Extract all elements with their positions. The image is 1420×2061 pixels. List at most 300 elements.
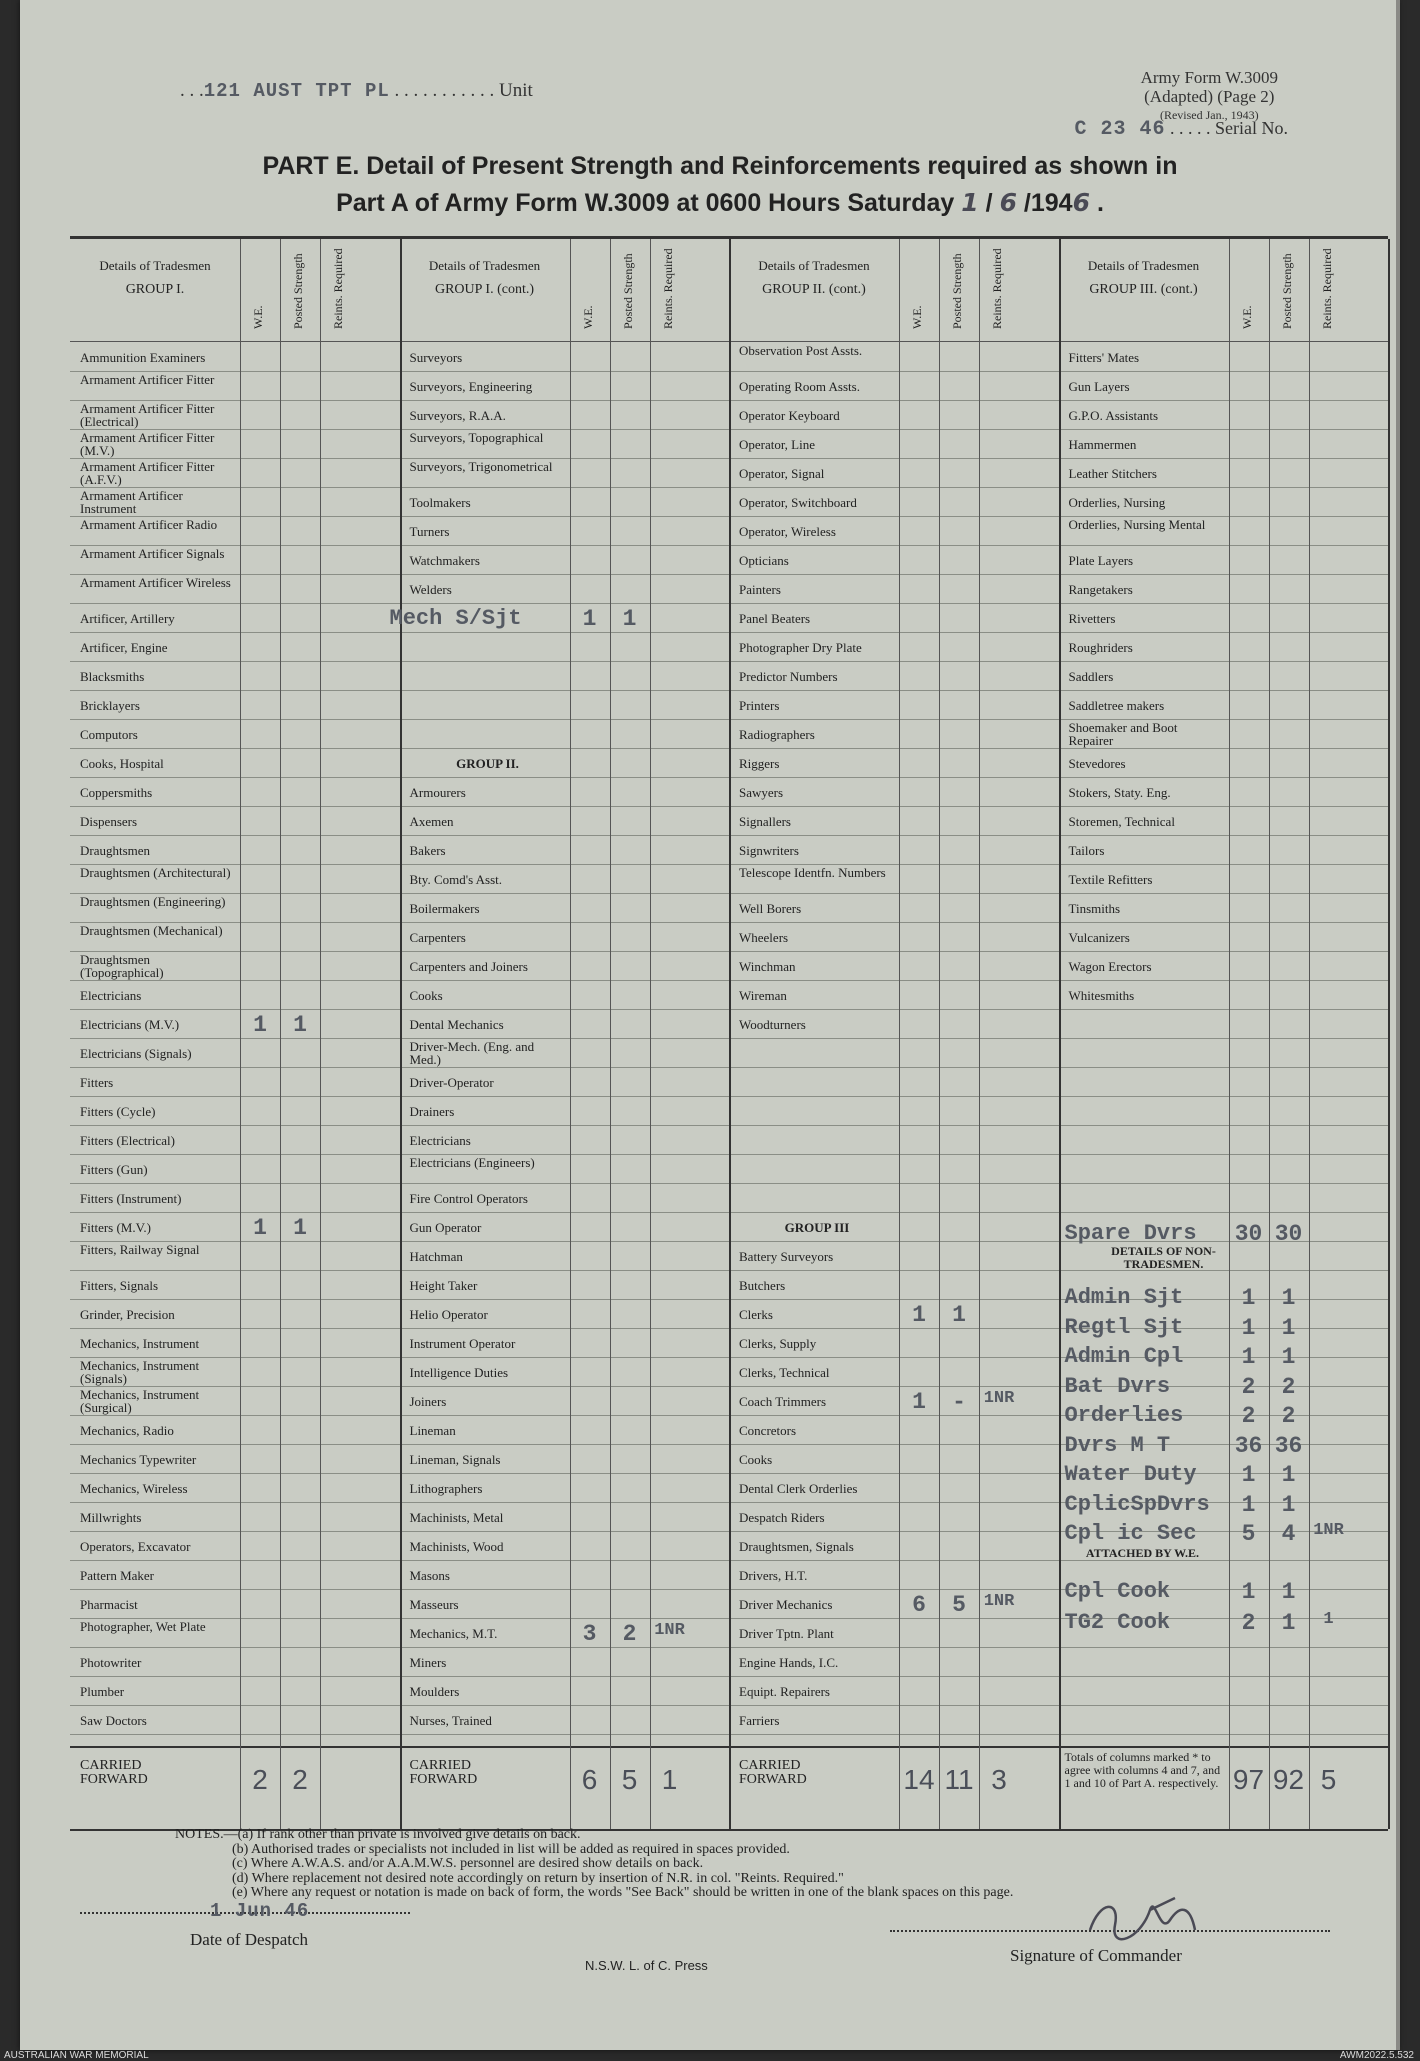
typed-we: 6 (912, 1592, 926, 1618)
typed-posted: 1 (293, 1012, 307, 1038)
row-rule (729, 1125, 1059, 1126)
row-rule (729, 980, 1059, 981)
row-rule (400, 1444, 730, 1445)
trade-name: Fitters (Electrical) (80, 1133, 175, 1148)
row-rule (400, 719, 730, 720)
date-month: 6 (999, 188, 1017, 217)
column-header-we: W.E. (1239, 305, 1254, 329)
non-tradesman-label: Cpl Cook (1064, 1579, 1171, 1604)
row-rule (1059, 1009, 1389, 1010)
serial-typed: C 23 46 (1074, 118, 1166, 141)
row-rule (400, 1560, 730, 1561)
row-rule (729, 1473, 1059, 1474)
row-rule (729, 1705, 1059, 1706)
row-rule (400, 574, 730, 575)
row-rule (729, 516, 1059, 517)
trade-name: Mechanics Typewriter (80, 1452, 197, 1467)
signature-label: Signature of Commander (1010, 1946, 1182, 1965)
row-rule (70, 1009, 400, 1010)
column-header-reints: Reints. Required (660, 248, 675, 329)
trade-name: Drainers (409, 1104, 455, 1119)
non-tradesman-label: Bat Dvrs (1064, 1373, 1171, 1399)
column-rule (1388, 239, 1390, 1829)
press-imprint: N.S.W. L. of C. Press (585, 1958, 708, 1973)
row-rule (400, 1299, 730, 1300)
column-rule (320, 239, 321, 1829)
notes (175, 1828, 1013, 1901)
trade-name: Fitters (Instrument) (80, 1191, 182, 1206)
row-rule (729, 1502, 1059, 1503)
trade-name: Mechanics, M.T. (409, 1626, 498, 1641)
row-rule (400, 1386, 730, 1387)
row-rule (400, 1502, 730, 1503)
row-rule (70, 719, 400, 720)
trade-name: Mechanics, Radio (80, 1423, 174, 1438)
trade-name: Driver Mechanics (739, 1597, 833, 1612)
row-rule (70, 1415, 400, 1416)
column-rule (939, 239, 940, 1829)
row-rule (729, 603, 1059, 604)
trade-name: Fitters (Cycle) (80, 1104, 156, 1119)
row-rule (729, 1096, 1059, 1097)
non-tradesman-we: 1 (1241, 1285, 1256, 1311)
typed-we: 1 (582, 606, 597, 632)
trade-name: Bakers (409, 843, 446, 858)
trade-name: Leather Stitchers (1068, 466, 1157, 481)
trade-name: Helio Operator (409, 1307, 488, 1322)
date-day: 1 (961, 188, 979, 217)
row-rule (1059, 806, 1389, 807)
non-tradesman-posted: 1 (1281, 1579, 1296, 1605)
trade-name: Orderlies, Nursing (1068, 495, 1166, 510)
trade-name: Armament Artificer Fitter (Electrical) (80, 401, 215, 429)
trade-name: Masseurs (409, 1597, 459, 1612)
details-non-tradesmen-heading: DETAILS OF NON-TRADESMEN. (1111, 1244, 1216, 1271)
row-rule (400, 1183, 730, 1184)
form-sheet (20, 0, 1398, 2050)
trade-name: Coppersmiths (80, 785, 153, 800)
row-rule (70, 980, 400, 981)
serial-line: C 23 46 . . . . . Serial No. (1074, 118, 1288, 141)
trade-name: Fitters' Mates (1068, 350, 1140, 365)
row-rule (729, 719, 1059, 720)
row-rule (400, 603, 730, 604)
non-tradesman-posted: 1 (1281, 1314, 1296, 1341)
trade-name: Instrument Operator (409, 1336, 516, 1351)
trade-name: Armament Artificer Fitter (A.F.V.) (80, 459, 215, 487)
trade-name: Clerks, Supply (739, 1336, 817, 1351)
non-tradesman-posted: 1 (1281, 1344, 1296, 1370)
group-label: GROUP II. (cont.) (762, 282, 866, 297)
row-rule (729, 1183, 1059, 1184)
row-rule (70, 1734, 400, 1735)
row-rule (729, 1212, 1059, 1213)
non-tradesman-posted: 1 (1281, 1610, 1296, 1636)
trade-name: Battery Surveyors (739, 1249, 834, 1264)
row-rule (1059, 371, 1389, 372)
typed-trade-label: Mech S/Sjt (389, 606, 522, 631)
row-rule (70, 1589, 400, 1590)
trade-name: Tailors (1068, 843, 1105, 858)
row-rule (70, 1067, 400, 1068)
row-rule (400, 864, 730, 865)
details-label: Details of Tradesmen (1087, 258, 1200, 273)
row-rule (729, 400, 1059, 401)
trade-name: Wireman (739, 988, 787, 1003)
row-rule (729, 951, 1059, 952)
trade-name: Bty. Comd's Asst. (409, 872, 503, 887)
trade-name: Driver Tptn. Plant (739, 1626, 834, 1641)
trade-name: Sawyers (739, 785, 784, 800)
row-rule (400, 1705, 730, 1706)
row-rule (400, 1270, 730, 1271)
trade-name: Operator, Line (739, 437, 816, 452)
non-tradesman-we: 30 (1234, 1221, 1263, 1247)
trade-name: Electricians (409, 1133, 471, 1148)
trade-name: Welders (409, 582, 452, 597)
trade-name: Electricians (Engineers) (409, 1155, 535, 1170)
trade-name: Fitters, Railway Signal (80, 1242, 200, 1257)
title-line-2: Part A of Army Form W.3009 at 0600 Hours Saturday 1 / 6 /1946 . (336, 188, 1104, 217)
row-rule (729, 1589, 1059, 1590)
form-reference (1141, 68, 1278, 125)
trade-name: Grinder, Precision (80, 1307, 175, 1322)
row-rule (1059, 574, 1389, 575)
trade-name: Painters (739, 582, 781, 597)
row-rule (400, 516, 730, 517)
trade-name: Electricians (80, 988, 142, 1003)
trade-name: Dental Mechanics (409, 1017, 504, 1032)
trade-name: Butchers (739, 1278, 786, 1293)
column-rule (729, 239, 731, 1829)
row-rule (70, 1125, 400, 1126)
trade-name: Operating Room Assts. (739, 379, 860, 394)
row-rule (729, 1734, 1059, 1735)
carried-forward-reints: 3 (991, 1764, 1007, 1795)
trade-name: Surveyors, Topographical (409, 430, 544, 445)
trade-name: Equipt. Repairers (739, 1684, 830, 1699)
trade-name: Joiners (409, 1394, 447, 1409)
trade-name: Fitters (M.V.) (80, 1220, 151, 1235)
column-rule (1309, 239, 1310, 1829)
trade-name: Electricians (Signals) (80, 1046, 192, 1061)
trade-name: Opticians (739, 553, 789, 568)
row-rule (400, 1531, 730, 1532)
column-header-we: W.E. (251, 305, 265, 329)
trade-name: Surveyors (409, 350, 463, 365)
row-rule (729, 458, 1059, 459)
date-year-digit: 6 (1072, 188, 1090, 217)
trade-name: Mechanics, Instrument (Signals) (80, 1358, 200, 1386)
trade-name: Dental Clerk Orderlies (739, 1481, 858, 1496)
typed-we: 1 (912, 1302, 926, 1328)
trade-name: Printers (739, 698, 780, 713)
typed-reints: 1NR (983, 1389, 1015, 1408)
trade-name: Lineman (409, 1423, 456, 1438)
row-rule (729, 1009, 1059, 1010)
row-rule (1059, 1067, 1389, 1068)
non-tradesman-we: 36 (1234, 1432, 1263, 1459)
archive-credit: AUSTRALIAN WAR MEMORIAL (4, 2050, 149, 2061)
row-rule (729, 777, 1059, 778)
trade-name: Storemen, Technical (1068, 814, 1175, 829)
column-header-details (729, 259, 899, 297)
trade-name: Millwrights (80, 1510, 142, 1525)
non-tradesman-we: 1 (1241, 1491, 1256, 1518)
row-rule (1059, 1647, 1389, 1648)
trade-name: Radiographers (739, 727, 815, 742)
row-rule (400, 632, 730, 633)
trade-name: Nurses, Trained (409, 1713, 492, 1728)
row-rule (1059, 458, 1389, 459)
row-rule (1059, 429, 1389, 430)
row-rule (1059, 1096, 1389, 1097)
row-rule (400, 690, 730, 691)
row-rule (400, 922, 730, 923)
trade-name: Drivers, H.T. (739, 1568, 808, 1583)
trade-name: Mechanics, Wireless (80, 1481, 188, 1496)
typed-posted: 1 (622, 606, 637, 632)
carried-forward-label: CARRIED FORWARD (409, 1758, 478, 1787)
trade-name: GROUP II. (456, 756, 519, 771)
trade-name: Machinists, Wood (409, 1539, 504, 1554)
row-rule (70, 1270, 400, 1271)
trade-name: Pharmacist (80, 1597, 138, 1612)
trade-name: Armament Artificer Fitter (80, 372, 215, 387)
trade-name: Surveyors, Trigonometrical (409, 459, 553, 474)
row-rule (1059, 1705, 1389, 1706)
column-rule (899, 239, 900, 1829)
column-rule (570, 239, 571, 1829)
trade-name: Tinsmiths (1068, 901, 1121, 916)
row-rule (70, 1212, 400, 1213)
trade-name: Rivetters (1068, 611, 1116, 626)
non-tradesman-label: Water Duty (1064, 1462, 1197, 1487)
trade-name: Roughriders (1068, 640, 1133, 655)
trade-name: Operator, Switchboard (739, 495, 857, 510)
row-rule (400, 1009, 730, 1010)
row-rule (70, 806, 400, 807)
non-tradesman-we: 2 (1241, 1610, 1256, 1636)
row-rule (400, 1734, 730, 1735)
row-rule (70, 777, 400, 778)
row-rule (1059, 893, 1389, 894)
column-rule (650, 239, 651, 1829)
trade-name: Observation Post Assts. (739, 343, 863, 358)
trade-name: Panel Beaters (739, 611, 811, 626)
row-rule (1059, 632, 1389, 633)
typed-posted: 5 (952, 1592, 966, 1618)
trade-name: Saddletree makers (1068, 698, 1165, 713)
row-rule (729, 574, 1059, 575)
unit-suffix: Unit (499, 80, 533, 101)
typed-reints: 1NR (983, 1592, 1015, 1611)
column-header-details (70, 259, 240, 297)
group-label: GROUP I. (125, 282, 185, 297)
trade-name: Fire Control Operators (409, 1191, 528, 1206)
column-header-posted: Posted Strength (291, 253, 305, 329)
row-rule (70, 1183, 400, 1184)
trade-name: Draughtsmen (Engineering) (80, 894, 226, 909)
typed-reints: 1NR (654, 1621, 685, 1640)
row-rule (400, 1328, 730, 1329)
trade-name: Armament Artificer Fitter (M.V.) (80, 430, 215, 458)
trade-name: Clerks (739, 1307, 773, 1322)
trade-name: Gun Layers (1068, 379, 1130, 394)
typed-posted: 2 (622, 1621, 637, 1647)
row-rule (70, 1328, 400, 1329)
row-rule (729, 1386, 1059, 1387)
carried-forward-reints: 5 (1320, 1764, 1337, 1795)
row-rule (729, 1270, 1059, 1271)
row-rule (1059, 951, 1389, 952)
trade-name: Photowriter (80, 1655, 142, 1670)
trade-name: Gun Operator (409, 1220, 482, 1235)
row-rule (729, 1560, 1059, 1561)
trade-name: Armament Artificer Wireless (80, 575, 231, 590)
row-rule (70, 1502, 400, 1503)
row-rule (729, 1647, 1059, 1648)
non-tradesman-label: Orderlies (1064, 1403, 1184, 1428)
row-rule (400, 1647, 730, 1648)
row-rule (400, 487, 730, 488)
column-header-reints: Reints. Required (1319, 248, 1334, 329)
carried-forward-posted: 5 (621, 1764, 638, 1795)
row-rule (70, 835, 400, 836)
row-rule (400, 748, 730, 749)
carried-forward-posted: 11 (944, 1764, 974, 1795)
trade-name: Artificer, Engine (80, 640, 168, 655)
trade-name: Hatchman (409, 1249, 463, 1264)
form-revised: (Revised Jan., 1943) (1159, 108, 1259, 122)
trade-name: Armament Artificer Signals (80, 546, 225, 561)
form-line-2: (Adapted) (Page 2) (1144, 87, 1275, 106)
trade-name: Operator, Wireless (739, 524, 836, 539)
carried-forward-posted: 2 (292, 1764, 308, 1795)
trade-name: Operator Keyboard (739, 408, 840, 423)
typed-we: 1 (912, 1389, 926, 1415)
row-rule (729, 429, 1059, 430)
trade-name: Draughtsmen (Topographical) (80, 952, 164, 980)
trade-name: Signallers (739, 814, 791, 829)
row-rule (1059, 1038, 1389, 1039)
row-rule (729, 1328, 1059, 1329)
trade-name: Rangetakers (1068, 582, 1133, 597)
row-rule (1059, 1560, 1389, 1561)
note-d: (d) Where replacement not desired note accordingly on return by insertion of N.R. in col. "Reints. Required." (232, 1870, 844, 1886)
column-header-we: W.E. (910, 305, 924, 329)
trade-name: Photographer Dry Plate (739, 640, 862, 655)
row-rule (400, 371, 730, 372)
row-rule (400, 806, 730, 807)
trade-name: Pattern Maker (80, 1568, 155, 1583)
row-rule (400, 1096, 730, 1097)
row-rule (729, 893, 1059, 894)
row-rule (400, 951, 730, 952)
row-rule (729, 1038, 1059, 1039)
row-rule (729, 371, 1059, 372)
serial-label: Serial No. (1215, 118, 1288, 138)
row-rule (400, 893, 730, 894)
trade-name: Despatch Riders (739, 1510, 825, 1525)
trade-name: Fitters (Gun) (80, 1162, 148, 1177)
totals-note: Totals of columns marked * to agree with columns 4 and 7, and 1 and 10 of Part A. respectively. (1064, 1750, 1221, 1790)
trade-name: Draughtsmen (Architectural) (80, 865, 231, 880)
non-tradesman-label: Regtl Sjt (1064, 1314, 1184, 1340)
carried-forward-we: 6 (581, 1764, 598, 1795)
trade-name: Riggers (739, 756, 780, 771)
non-tradesman-posted: 4 (1281, 1521, 1296, 1547)
trade-name: Artificer, Artillery (80, 611, 175, 626)
attached-heading: ATTACHED BY W.E. (1085, 1546, 1200, 1560)
trade-name: Toolmakers (409, 495, 471, 510)
row-rule (70, 1096, 400, 1097)
row-rule (70, 690, 400, 691)
row-rule (729, 1299, 1059, 1300)
trade-name: Orderlies, Nursing Mental (1068, 517, 1206, 532)
trade-name: Fitters, Signals (80, 1278, 159, 1293)
trade-name: Watchmakers (409, 553, 480, 568)
carried-forward-posted: 92 (1272, 1764, 1305, 1795)
row-rule (70, 632, 400, 633)
trade-name: Driver-Mech. (Eng. and Med.) (409, 1039, 535, 1067)
row-rule (729, 487, 1059, 488)
trade-name: Armament Artificer Instrument (80, 488, 183, 516)
non-tradesman-we: 1 (1241, 1314, 1256, 1341)
carried-forward-we: 14 (903, 1764, 935, 1795)
unit-line: . . .121 AUST TPT PL . . . . . . . . . . . Unit (180, 80, 533, 102)
non-tradesman-we: 2 (1241, 1403, 1256, 1429)
row-rule (1059, 400, 1389, 401)
trade-name: Coach Trimmers (739, 1394, 827, 1409)
row-rule (729, 1415, 1059, 1416)
trade-name: Electricians (M.V.) (80, 1017, 180, 1032)
trade-name: Intelligence Duties (409, 1365, 509, 1380)
row-rule (729, 1154, 1059, 1155)
row-rule (400, 545, 730, 546)
row-rule (400, 1473, 730, 1474)
despatch-date: 1 Jun 46 (210, 1900, 310, 1922)
trade-name: Surveyors, R.A.A. (409, 408, 506, 423)
trade-name: Saddlers (1068, 669, 1114, 684)
column-header-posted: Posted Strength (620, 253, 635, 329)
row-rule (70, 1531, 400, 1532)
trade-name: Plumber (80, 1684, 125, 1699)
non-tradesman-posted: 30 (1274, 1221, 1303, 1247)
non-tradesman-posted: 2 (1281, 1373, 1296, 1400)
trade-name: Draughtsmen (Mechanical) (80, 923, 223, 938)
trade-name: Masons (409, 1568, 450, 1583)
row-rule (400, 400, 730, 401)
row-rule (400, 1589, 730, 1590)
row-rule (1059, 1212, 1389, 1213)
column-header-details (1059, 259, 1229, 297)
row-rule (70, 1473, 400, 1474)
typed-we: 1 (253, 1012, 267, 1038)
group-label: GROUP I. (cont.) (434, 282, 535, 297)
trade-name: Engine Hands, I.C. (739, 1655, 839, 1670)
trade-name: Miners (409, 1655, 447, 1670)
trade-name: Armourers (409, 785, 466, 800)
row-rule (729, 661, 1059, 662)
row-rule (400, 980, 730, 981)
trade-name: Dispensers (80, 814, 138, 829)
carried-forward-we: 2 (252, 1764, 268, 1795)
row-rule (1059, 777, 1389, 778)
row-rule (400, 1212, 730, 1213)
row-rule (400, 1618, 730, 1619)
row-rule (400, 1067, 730, 1068)
